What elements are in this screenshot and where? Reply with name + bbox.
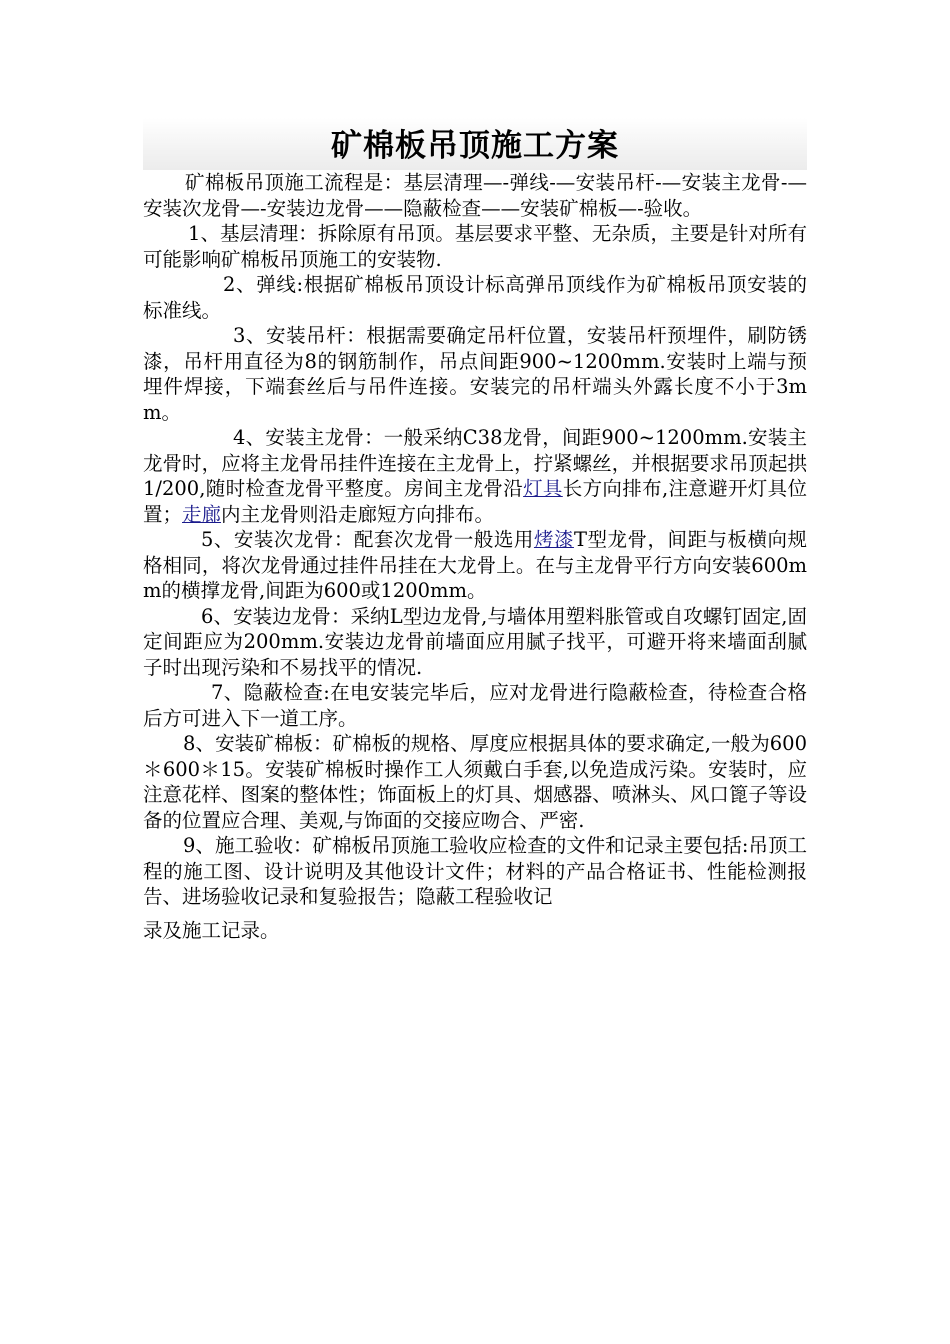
step-8-paragraph: 8、安装矿棉板：矿棉板的规格、厚度应根据具体的要求确定,一般为600＊600＊15。安装矿棉板时操作工人须戴白手套,以免造成污染。安装时，应注意花样、图案的整体性；饰面板上的灯具、烟感器、喷淋头、风口篦子等设备的位置应合理、美观,与饰面的交接应吻合、严密.: [143, 732, 807, 832]
step-5-paragraph: [143, 527, 807, 604]
link-baking-paint[interactable]: 烤漆: [533, 528, 574, 551]
step-3-paragraph: 3、安装吊杆：根据需要确定吊杆位置，安装吊杆预埋件，刷防锈漆，吊杆用直径为8的钢筋制作，吊点间距900~1200mm.安装时上端与预埋件焊接，下端套丝后与吊件连接。安装完的吊杆端头外露长度不小于3mm。: [143, 324, 807, 424]
step-1-paragraph: 1、基层清理：拆除原有吊顶。基层要求平整、无杂质，主要是针对所有可能影响矿棉板吊顶施工的安装物.: [143, 222, 807, 271]
step-5-text-a: 5、安装次龙骨：配套次龙骨一般选用: [201, 528, 534, 551]
step-2-paragraph: 2、弹线:根据矿棉板吊顶设计标高弹吊顶线作为矿棉板吊顶安装的标准线。: [143, 273, 807, 322]
document-title: 矿棉板吊顶施工方案: [331, 128, 619, 164]
step-6-paragraph: 6、安装边龙骨：采纳L型边龙骨,与墙体用塑料胀管或自攻螺钉固定,固定间距应为200mm.安装边龙骨前墙面应用腻子找平，可避开将来墙面刮腻子时出现污染和不易找平的情况.: [143, 604, 807, 679]
intro-paragraph: 矿棉板吊顶施工流程是：基层清理—-弹线-—安装吊杆-—安装主龙骨-—安装次龙骨—-安装边龙骨——隐蔽检查——安装矿棉板—-验收。: [143, 171, 807, 220]
step-4-text-a: 4、安装主龙骨：一般采纳C38龙骨，间距900~1200mm.安装主龙骨时，应将主龙骨吊挂件连接在主龙骨上，拧紧螺丝，并根据要求吊顶起拱1/200,随时检查龙骨平整度。房间主龙骨沿: [143, 426, 807, 500]
step-9-tail: 录及施工记录。: [143, 918, 280, 942]
step-4-paragraph: [143, 425, 807, 527]
step-4-text-c: 内主龙骨则沿走廊短方向排布。: [221, 502, 495, 526]
step-9-paragraph: 9、施工验收：矿棉板吊顶施工验收应检查的文件和记录主要包括:吊顶工程的施工图、设计说明及其他设计文件；材料的产品合格证书、性能检测报告、进场验收记录和复验报告；隐蔽工程验收记: [143, 834, 807, 908]
link-lighting[interactable]: 灯具: [523, 477, 563, 500]
link-corridor[interactable]: 走廊: [182, 502, 222, 526]
step-7-paragraph: 7、隐蔽检查:在电安装完毕后，应对龙骨进行隐蔽检查，待检查合格后方可进入下一道工序。: [143, 681, 807, 730]
title-band: [143, 118, 807, 170]
step-5-text-b: T型龙骨，间距与板横向规格相同，将次龙骨通过挂件吊挂在大龙骨上。在与主龙骨平行方向安装600mm的横撑龙骨,间距为600或1200mm。: [143, 528, 807, 602]
document-page: [143, 118, 807, 943]
step-4-text-b: 长方向排布,注意避开灯具位置；: [143, 477, 807, 526]
